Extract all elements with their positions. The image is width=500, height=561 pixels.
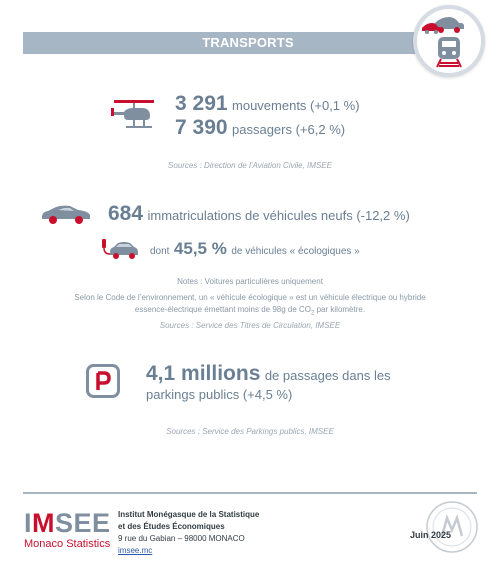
parking-stat-line1	[146, 362, 391, 386]
movements-value: 3 291	[175, 92, 228, 115]
movements-text: mouvements (+0,1 %)	[232, 98, 360, 113]
parking-text-line2: parkings publics (+4,5 %)	[146, 387, 293, 402]
vehicles-note-3: essence-électrique émettant moins de 98g de $CO_2$ par kilomètre.	[134, 305, 366, 317]
seal-icon	[425, 500, 479, 554]
institute-name-line1: Institut Monégasque de la Statistique	[118, 510, 260, 519]
car-icon	[40, 203, 92, 225]
green-value: 45,5 %	[173, 239, 227, 258]
institute-address: 9 rue du Gabian – 98000 MONACO	[118, 534, 245, 543]
institute-name-line2: et des Études Économiques	[118, 522, 225, 531]
electric-car-icon	[100, 238, 140, 260]
green-prefix: dont	[150, 246, 170, 257]
registrations-value: 684	[108, 202, 144, 225]
imsee-logo: IMSEE Monaco Statistics	[24, 508, 111, 550]
passengers-text: passagers (+6,2 %)	[232, 122, 346, 137]
aviation-source: Sources : Direction de l’Aviation Civile, IMSEE	[168, 161, 332, 170]
helicopter-icon	[110, 98, 158, 132]
parking-source: Sources : Service des Parkings publics, IMSEE	[166, 427, 334, 436]
green-vehicles	[150, 239, 360, 259]
vehicles-source: Sources : Service des Titres de Circulation, IMSEE	[159, 321, 341, 330]
parking-text-line1: de passages dans les	[264, 368, 391, 383]
parking-icon	[86, 364, 120, 398]
vehicles-registrations	[108, 202, 410, 226]
footer-divider	[23, 492, 477, 494]
passengers-value: 7 390	[175, 116, 228, 139]
institute-info	[118, 509, 259, 557]
aviation-movements	[175, 92, 360, 116]
publication-date: Juin 2025	[410, 530, 452, 540]
vehicles-note-1: Notes : Voitures particulières uniquement	[177, 277, 323, 286]
website-link[interactable]: imsee.mc	[118, 546, 153, 555]
aviation-passengers	[175, 116, 345, 140]
parking-value: 4,1 millions	[146, 362, 261, 385]
car-train-icon	[413, 5, 485, 77]
vehicles-note-2: Selon le Code de l’environnement, un « véhicule écologique » est un véhicule électrique ou hybride	[74, 293, 426, 302]
section-title: TRANSPORTS	[23, 32, 473, 54]
registrations-text: immatriculations de véhicules neufs (-12,2 %)	[147, 208, 410, 223]
green-text: de véhicules « écologiques »	[231, 246, 360, 257]
